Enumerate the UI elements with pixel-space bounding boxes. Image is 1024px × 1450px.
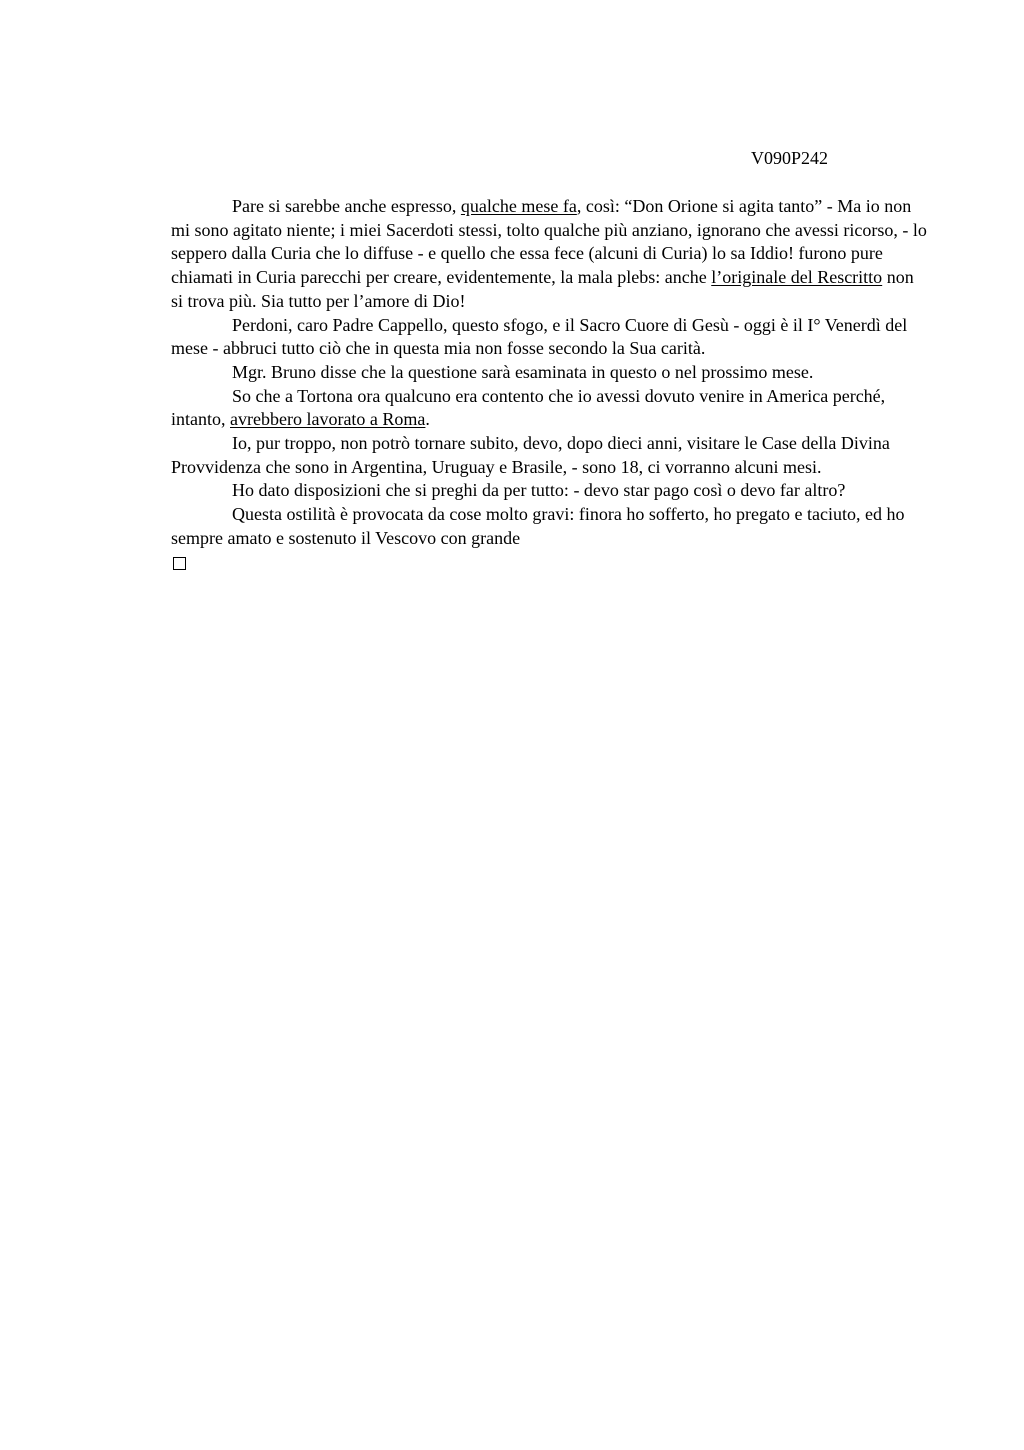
paragraph [171,432,927,479]
paragraph [171,314,927,361]
text-segment: non si trova più. Sia tutto per l’amore di Dio! [171,267,914,311]
text-segment: Mgr. Bruno disse che la questione sarà esaminata in questo o nel prossimo mese. [232,361,814,382]
text-segment: , così: “Don Orione si agita tanto” - Ma io non mi sono agitato niente; i miei Sacerdoti stessi, tolto qualche più anziano, ignorano che avessi ricorso, - lo seppero dalla Curia che lo diffuse - e quello che essa fece (alcuni di Curia) lo sa Iddio! furono pure chiamati in Curia parecchi per creare, evidentemente, la mala plebs: anche [171,196,927,288]
paragraph [171,503,927,550]
document-id: V090P242 [751,148,829,168]
letter-body [171,195,927,570]
paragraph [171,479,927,503]
text-segment: Ho dato disposizioni che si preghi da per tutto: - devo star pago così o devo far altro? [232,480,846,501]
underlined-text: avrebbero lavorato a Roma [230,409,426,430]
text-segment: Perdoni, caro Padre Cappello, questo sfogo, e il Sacro Cuore di Gesù - oggi è il I° Venerdì del mese - abbruci tutto ciò che in questa mia non fosse secondo la Sua carità. [171,314,908,359]
underlined-text: l’originale del Rescritto [711,267,883,288]
text-segment: Pare si sarebbe anche espresso, [232,196,461,216]
paragraph-list [171,195,927,551]
empty-square-icon [173,557,186,570]
text-segment: Io, pur troppo, non potrò tornare subito, devo, dopo dieci anni, visitare le Case della Divina Provvidenza che sono in Argentina, Uruguay e Brasile, - sono 18, ci vorranno alcuni mesi. [171,433,890,477]
underlined-text: qualche mese fa [460,196,577,216]
paragraph [171,361,927,385]
paragraph [171,385,927,432]
paragraph [171,195,927,314]
text-segment: . [425,409,430,430]
text-segment: So che a Tortona ora qualcuno era contento che io avessi dovuto venire in America perché, intanto, [171,385,886,430]
text-segment: Questa ostilità è provocata da cose molto gravi: finora ho sofferto, ho pregato e taciuto, ed ho sempre amato e sostenuto il Vescovo con grande [171,504,905,548]
